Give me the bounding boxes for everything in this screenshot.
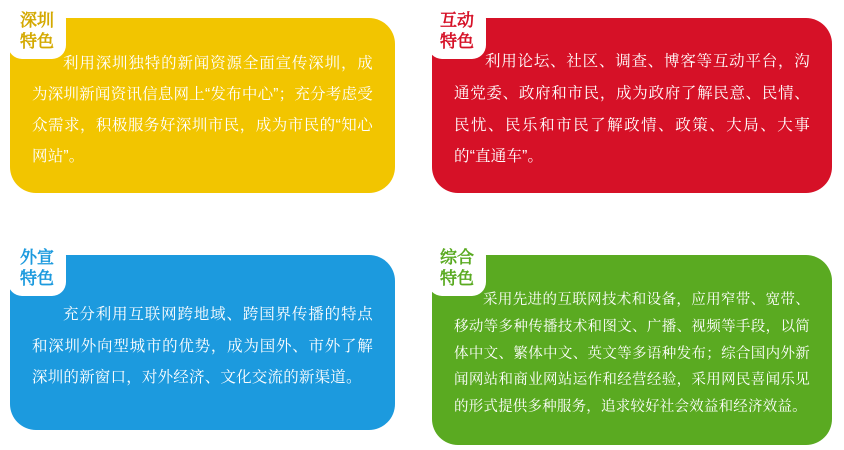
tag-line-2: 特色	[20, 32, 54, 52]
feature-card-publicity	[10, 255, 395, 430]
feature-card-interactive	[432, 18, 832, 193]
tag-line-1: 综合	[440, 248, 474, 267]
card-tag-interactive	[428, 5, 486, 59]
card-text: 利用论坛、社区、调查、博客等互动平台，沟通党委、政府和市民，成为政府了解民意、民情、民忧、民乐和市民了解政情、政策、大局、大事的“直通车”。	[454, 52, 810, 166]
tag-line-2: 特色	[440, 269, 474, 289]
card-body	[432, 18, 832, 193]
card-text: 利用深圳独特的新闻资源全面宣传深圳，成为深圳新闻资讯信息网上“发布中心”；充分考虑受众需求，积极服务好深圳市民，成为市民的“知心网站”。	[32, 54, 373, 165]
card-tag-publicity	[8, 242, 66, 296]
tag-line-1: 外宣	[20, 248, 54, 267]
card-text: 充分利用互联网跨地域、跨国界传播的特点和深圳外向型城市的优势，成为国外、市外了解深圳的新窗口，对外经济、文化交流的新渠道。	[32, 305, 373, 387]
tag-line-1: 深圳	[20, 11, 54, 30]
card-tag-comprehensive	[428, 242, 486, 296]
tag-line-2: 特色	[20, 269, 54, 289]
feature-card-shenzhen	[10, 18, 395, 193]
card-body	[432, 255, 832, 445]
card-tag-shenzhen	[8, 5, 66, 59]
card-body	[10, 255, 395, 430]
feature-card-comprehensive	[432, 255, 832, 445]
card-text: 采用先进的互联网技术和设备，应用窄带、宽带、移动等多种传播技术和图文、广播、视频等手段，以简体中文、繁体中文、英文等多语种发布；综合国内外新闻网站和商业网站运作和经营经验，采用网民喜闻乐见的形式提供多种服务，追求较好社会效益和经济效益。	[454, 291, 810, 416]
tag-line-1: 互动	[440, 11, 474, 30]
tag-line-2: 特色	[440, 32, 474, 52]
card-body	[10, 18, 395, 193]
